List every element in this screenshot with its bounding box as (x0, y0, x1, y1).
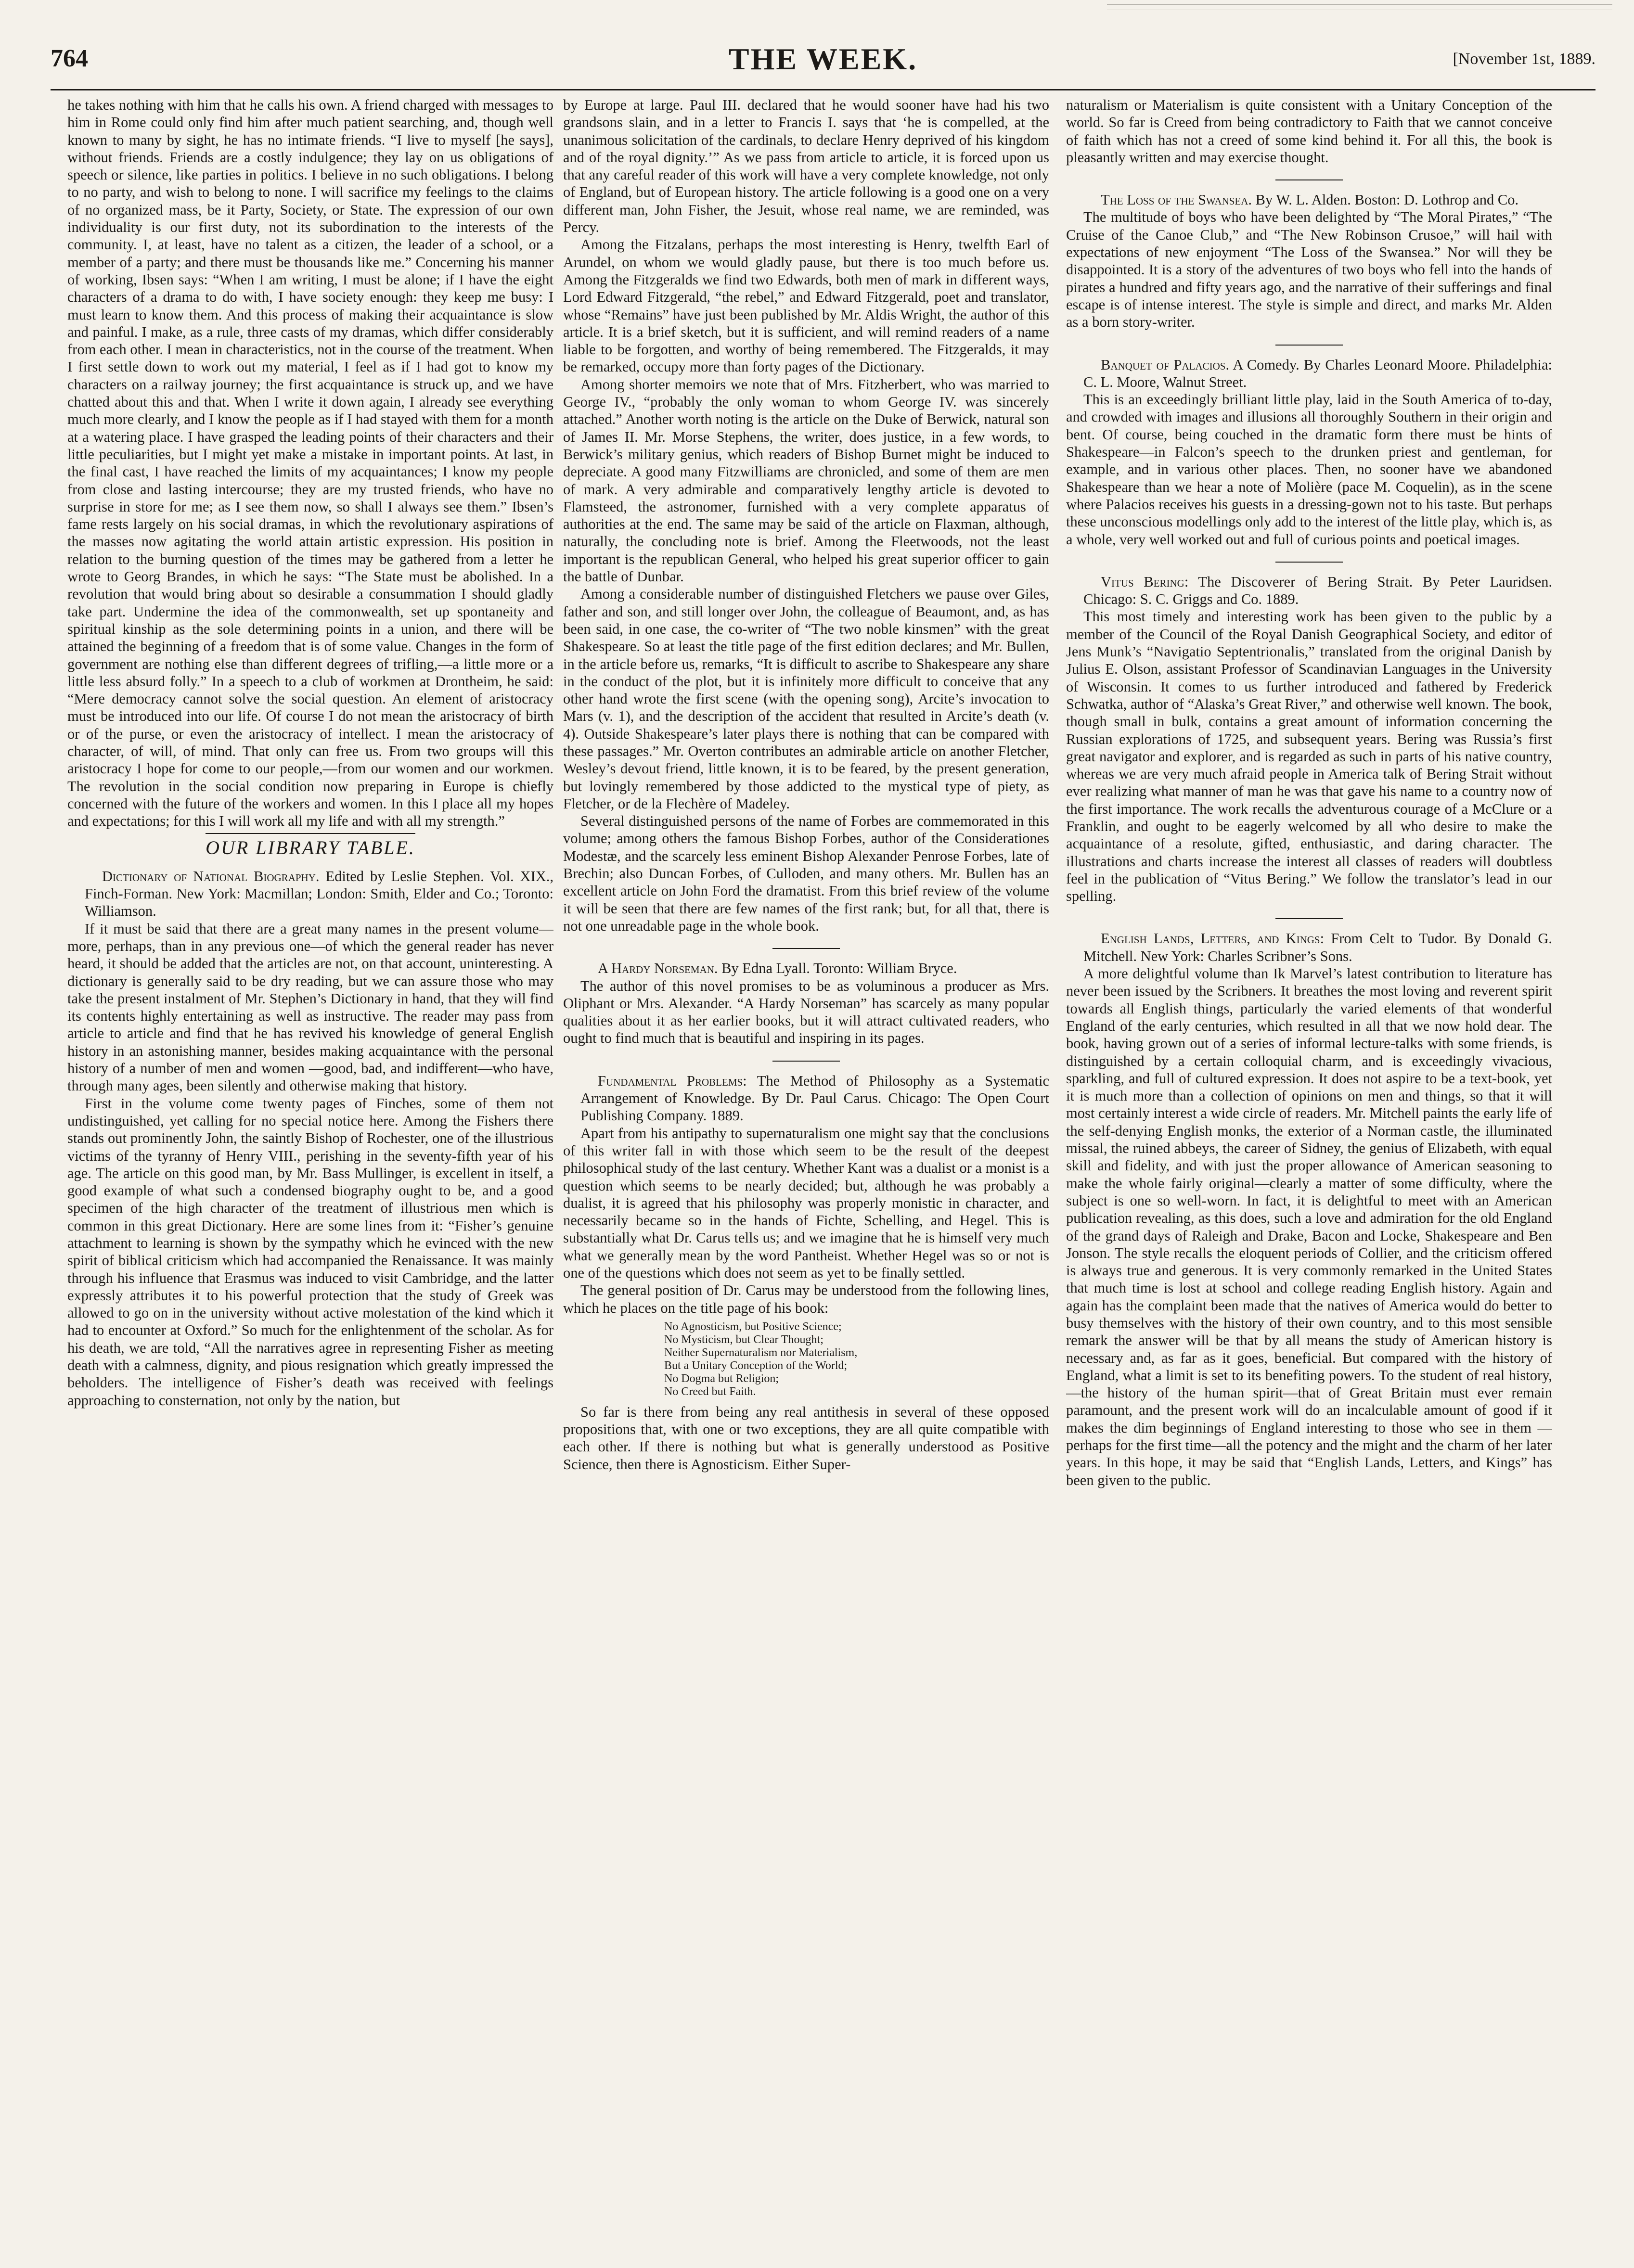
body-paragraph: First in the volume come twenty pages of Finches, some of them not undistinguished, yet calling for no special notice here. Among the Fishers there stands out prominently John, the saintly Bishop of Rochester, one of the illustrious victims of the tyranny of Henry VIII., perishing in the seventy-fifth year of his age. The article on this good man, by Mr. Bass Mullinger, is excellent in itself, a good example of what such a condensed biography ought to be, and a good specimen of the high character of the treatment of illustrious men which is common in this great Dictionary. Here are some lines from it: “Fisher’s genuine attachment to learning is shown by the sympathy which he evinced with the new spirit of biblical criticism which had accompanied the Renaissance. It was mainly through his influence that Erasmus was induced to visit Cambridge, and the latter expressly attributes it to his powerful protection that the study of Greek was allowed to go on in the university without active molestation of the kind which it had to encounter at Oxford.” So much for the enlightenment of the scholar. As for his death, we are told, “All the narratives agree in representing Fisher as meeting death with a calmness, dignity, and pious resignation which greatly impressed the beholders. The intelligence of Fisher’s death was received with feelings approaching to consternation, not only by the nation, but (67, 1095, 553, 1409)
ibsen-paragraph: he takes nothing with him that he calls his own. A friend charged with messages to him in Rome could only find him after much patient searching, and, though well known to many by sight, he has no intimate friends. “I live to myself [he says], without friends. Friends are a costly indulgence; they lay on us obligations of speech or silence, like parties in politics. I believe in no such obligations. I belong to no party, and wish to belong to none. I will sacrifice my feelings to the claims of no organized mass, be it Party, Society, or State. The expression of our own individuality is our first duty, not its subordination to the interests of the community. I, at least, have no talent as a citizen, the leader of a school, or a member of a party; and there must be thousands like me.” Concerning his manner of working, Ibsen says: “When I am writing, I must be alone; if I have the eight characters of a drama to do with, I have society enough: they keep me busy: I must learn to know them. And this process of making their acquaintance is slow and painful. I make, as a rule, three casts of my dramas, which differ considerably from each other. I mean in characteristics, not in the course of the treatment. When I first settle down to work out my material, I feel as if I had got to know my characters on a railway journey; the first acquaintance is struck up, and we have chatted about this and that. When I write it down again, I already see everything much more clearly, and I know the people as if I had stayed with them for a month at a watering place. I have grasped the leading points of their characters and their little peculiarities, but I might yet make a mistake in important points. At last, in the final cast, I have reached the limits of my acquaintances; I know my people from close and lasting intercourse; they are my trusted friends, who have no surprise in store for me; as I see them now, so shall I always see them.” Ibsen’s fame rests largely on his social dramas, in which the revolutionary aspirations of the masses now agitating the world attain artistic expression. His position in relation to the burning question of the times may be gathered from a letter he wrote to Georg Brandes, in which he says: “The State must be abolished. In a revolution that would bring about so desirable a consummation I should gladly take part. Undermine the idea of the commonwealth, set up spontaneity and spiritual kinship as the sole determining points in a union, and there will be attained the beginning of a freedom that is of some value. Changes in the form of government are nothing else than different degrees of trifling,—a little more or a little less absurd folly.” In a speech to a club of workmen at Drontheim, he said: “Mere democracy cannot solve the social question. An element of aristocracy must be introduced into our life. Of course I do not mean the aristocracy of birth or of the purse, or even the aristocracy of intellect. I mean the aristocracy of character, of will, of mind. That only can free us. From two groups will this aristocracy I hope for come to our people,—from our women and our workmen. The revolution in the social condition now preparing in Europe is chiefly concerned with the future of the workers and women. In this I place all my hopes and expectations; for this I will work all my life and with all my strength.” (67, 97, 553, 830)
header-rule (51, 89, 1595, 90)
body-paragraph: The general position of Dr. Carus may be understood from the following lines, which he places on the title page of his book: (563, 1282, 1049, 1316)
review-citation-fundamental-problems (563, 1072, 1049, 1125)
body-paragraph: This most timely and interesting work has been given to the public by a member of the Council of the Royal Danish Geographical Society, and editor of Jens Munk’s “Navigatio Septentrionalis,” translated from the original Danish by Julius E. Olson, assistant Professor of Scandinavian Languages in the University of Wisconsin. It comes to us further introduced and fathered by Frederick Schwatka, author of “Alaska’s Great River,” and otherwise well known. The book, though small in bulk, contains a great amount of information concerning the Russian explorations of 1725, and subsequent years. Bering was Russia’s first great navigator and explorer, and is regarded as such in parts of his native country, whereas we are very much afraid people in America talk of Bering Strait without ever realizing what manner of man he was that gave his name to a country now of the first importance. The work recalls the adventurous courage of a McClure or a Franklin, and ought to be eagerly welcomed by all who desire to make the acquaintance of a resolute, gifted, enthusiastic, and daring character. The illustrations and charts increase the interest all classes of readers will doubtless feel in the publication of “Vitus Bering.” We follow the translator’s lead in our spelling. (1066, 608, 1552, 905)
divider (772, 1061, 840, 1062)
review-title: The Loss of the Swansea. (1101, 192, 1252, 208)
review-title: Dictionary of National Biography. (102, 868, 320, 884)
review-title: Vitus Bering: (1101, 573, 1189, 590)
review-details: By W. L. Alden. Boston: D. Lothrop and Co. (1255, 192, 1519, 208)
review-title: Fundamental Problems: (598, 1072, 747, 1089)
review-details: The Discoverer of Bering Strait. By Peter Lauridsen. Chicago: S. C. Griggs and Co. 1889. (1083, 573, 1552, 608)
divider (1275, 918, 1343, 919)
body-paragraph: Among a considerable number of distinguished Fletchers we pause over Giles, father and son, and still longer over John, the colleague of Beaumont, and, as has been said, in one case, the co-writer of “The two noble kinsmen” with the great Shakespeare. So at least the title page of the first edition declares; and Mr. Bullen, in the article before us, remarks, “It is difficult to ascribe to Shakespeare any share in the conduct of the plot, but it is infinitely more difficult to conceive that any other hand wrote the first scene (with the opening song), Arcite’s invocation to Mars (v. 1), and the description of the accident that resulted in Arcite’s death (v. 4). Outside Shakespeare’s later plays there is nothing that can be compared with these passages.” Mr. Overton contributes an admirable article on another Fletcher, Wesley’s devout friend, little known, it is to be feared, by the present generation, but lovingly remembered by those addicted to the mystical type of piety, as Fletcher, or de la Flechère of Madeley. (563, 586, 1049, 812)
motto-line: Neither Supernaturalism nor Materialism, (664, 1346, 858, 1359)
title-page-motto (664, 1320, 1049, 1398)
review-citation-dnb (67, 868, 553, 920)
motto-line: No Mysticism, but Clear Thought; (664, 1333, 823, 1346)
divider (1275, 179, 1343, 180)
motto-line: But a Unitary Conception of the World; (664, 1359, 848, 1372)
body-paragraph: by Europe at large. Paul III. declared that he would sooner have had his two grandsons slain, and in a letter to Francis I. says that ‘he is compelled, at the unanimous solicitation of the cardinals, to declare Henry deprived of his kingdom and of the royal dignity.’” As we pass from article to article, it is forced upon us that any careful reader of this work will have a very complete knowledge, not only of England, but of European history. The article following is a good one on a very different man, John Fisher, the Jesuit, whose real name, we are reminded, was Percy. (563, 97, 1049, 236)
body-paragraph: naturalism or Materialism is quite consistent with a Unitary Conception of the world. So far is Creed from being contradictory to Faith that we cannot conceive of faith which has not a creed of some kind behind it. For all this, the book is pleasantly written and may exercise thought. (1066, 97, 1552, 166)
column-1 (67, 96, 553, 2242)
body-paragraph: The multitude of boys who have been delighted by “The Moral Pirates,” “The Cruise of the Canoe Club,” and “The New Robinson Crusoe,” will hail with expectations of new enjoyment “The Loss of the Swansea.” Nor will they be disappointed. It is a story of the adventures of two boys who fell into the hands of pirates a hundred and fifty years ago, and the narrative of their sufferings and final escape is of intense interest. The style is simple and direct, and marks Mr. Alden as a born story-writer. (1066, 209, 1552, 331)
masthead-title: THE WEEK. (728, 42, 918, 76)
body-paragraph: So far is there from being any real antithesis in several of these opposed propositions that, with one or two exceptions, they are all quite compatible with each other. If there is nothing but what is generally understood as Positive Science, then there is Agnosticism. Either Super- (563, 1403, 1049, 1473)
section-heading: OUR LIBRARY TABLE. (67, 839, 553, 857)
body-paragraph: If it must be said that there are a great many names in the present volume—more, perhaps, than in any previous one—of which the general reader has never heard, it should be added that the articles are not, on that account, uninteresting. A dictionary is generally said to be dry reading, but we can assure those who may take the present instalment of Mr. Stephen’s Dictionary in hand, that they will find its contents highly entertaining as well as instructive. The reader may pass from article to article and find that he has revived his knowledge of general English history in an astonishing manner, besides making acquaintance with the personal history of a number of men and women —good, bad, and indifferent—who have, through many ages, been silently and otherwise making that history. (67, 920, 553, 1094)
review-details: The Method of Philosophy as a Systematic Arrangement of Knowledge. By Dr. Paul Carus. Chicago: The Open Court Publishing Company. 1889. (580, 1072, 1049, 1124)
body-paragraph: Several distinguished persons of the name of Forbes are commemorated in this volume; among others the famous Bishop Forbes, author of the Considerationes Modestæ, and the scarcely less eminent Bishop Alexander Penrose Forbes, late of Brechin; also Duncan Forbes, of Culloden, and many others. Mr. Bullen has an excellent article on John Ford the dramatist. From this brief review of the volume it will be seen that there are few names of the first rank; but, for all that, there is not one unreadable page in the whole book. (563, 813, 1049, 934)
review-title: English Lands, Letters, and Kings: (1101, 930, 1325, 947)
page-number: 764 (51, 45, 88, 72)
top-border-line (1107, 4, 1612, 10)
motto-line: No Dogma but Religion; (664, 1372, 779, 1385)
page-header (51, 44, 1595, 92)
divider (772, 948, 840, 949)
review-citation-hardy-norseman (563, 960, 1049, 977)
column-3 (1066, 96, 1552, 2242)
review-title: A Hardy Norseman. (598, 960, 718, 977)
review-details: From Celt to Tudor. By Donald G. Mitchell. New York: Charles Scribner’s Sons. (1083, 930, 1552, 964)
divider (1275, 345, 1343, 346)
review-citation-palacios (1066, 356, 1552, 391)
body-paragraph: Apart from his antipathy to supernaturalism one might say that the conclusions of this writer fall in with those which seem to be the result of the deepest philosophical study of the last century. Whether Kant was a dualist or a monist is a question which seems to be nearly decided; but, although he was probably a dualist, it is agreed that his philosophy was properly monistic in character, and necessarily became so in the hands of Fichte, Schelling, and Hegel. This is substantially what Dr. Carus tells us; and we imagine that he is himself very much what we generally mean by the word Pantheist. Whether Hegel was so or not is one of the questions which does not seem as yet to be finally settled. (563, 1125, 1049, 1281)
review-citation-vitus-bering (1066, 573, 1552, 608)
motto-line: No Creed but Faith. (664, 1385, 756, 1398)
review-title: Banquet of Palacios. (1101, 356, 1230, 373)
body-paragraph: Among shorter memoirs we note that of Mrs. Fitzherbert, who was married to George IV., “probably the only woman to whom George IV. was sincerely attached.” Another worth noting is the article on the Duke of Berwick, natural son of James II. Mr. Morse Stephens, the writer, does justice, in a few words, to Berwick’s military genius, which readers of Bishop Burnet might be induced to depreciate. A good many Fitzwilliams are chronicled, and some of them are men of mark. A very admirable and comparatively lengthy article is devoted to Flamsteed, the astronomer, furnished with a very complete apparatus of authorities at the end. The same may be said of the article on Flaxman, although, naturally, the concluding note is brief. Among the Fleetwoods, not the least important is the republican General, who helped his great superior officer to gain the battle of Dunbar. (563, 376, 1049, 585)
body-paragraph: A more delightful volume than Ik Marvel’s latest contribution to literature has never been issued by the Scribners. It breathes the most loving and reverent spirit towards all English things, particularly the varied elements of that wonderful England of the early centuries, which resulted in all that we now hold dear. The book, having grown out of a series of informal lecture-talks with some friends, is distinguished by a certain colloquial charm, and is exceedingly vivacious, sparkling, and full of cultured expression. It does not aspire to be a text-book, yet it is much more than a collection of opinions on men and things, so that it will most certainly interest a wide circle of readers. Mr. Mitchell paints the early life of the self-denying English monks, the exterior of a Norman castle, the illuminated missal, the ruined abbeys, the career of Sidney, the genius of Elizabeth, with equal skill and fidelity, and with just the proper allowance of American seasoning to make the whole fairly original—clearly a matter of some difficulty, where the subject is one so well-worn. In fact, it is delightful to meet with an American publication revealing, as this does, such a love and admiration for the old England of the grand days of Raleigh and Drake, Bacon and Locke, Shakespeare and Ben Jonson. The style recalls the eloquent periods of Collier, and the criticism offered is always true and generous. It is very commonly remarked in the United States that much time is lost at school and college reading English history. Again and again has the complaint been made that the natives of America would do better to busy themselves with the history of their own country, and to this most sensible remark the answer will be that by all means the study of American history is necessary and, as far as it goes, beneficial. But compared with the history of England, what a limit is set to its benefiting powers. To the student of real history, —the history of the human spirit—that of Great Britain must ever remain paramount, and the present work will do an incalculable amount of good if it makes the dim beginnings of England interesting to those who see in them —perhaps for the first time—all the potency and the might and the charm of her later years. In this hope, it may be said that “English Lands, Letters, and Kings” has been given to the public. (1066, 965, 1552, 1488)
review-details: Edited by Leslie Stephen. Vol. XIX., Finch-Forman. New York: Macmillan; London: Smith, Elder and Co.; Toronto: Williamson. (85, 868, 553, 920)
motto-line: No Agnosticism, but Positive Science; (664, 1320, 842, 1333)
body-paragraph: Among the Fitzalans, perhaps the most interesting is Henry, twelfth Earl of Arundel, on whom we would gladly pause, but there is too much before us. Among the Fitzgeralds we find two Edwards, both men of mark in different ways, Lord Edward Fitzgerald, “the rebel,” and Edward Fitzgerald, poet and translator, whose “Remains” have just been published by Mr. Aldis Wright, the author of this article. It is a brief sketch, but it is sufficient, and will remind readers of a name liable to be forgotten, and worthy of being remembered. The Fitzgeralds, it may be remarked, occupy more than forty pages of the Dictionary. (563, 236, 1049, 375)
review-citation-swansea (1066, 191, 1552, 208)
issue-date: [November 1st, 1889. (1453, 50, 1595, 68)
review-details: A Comedy. By Charles Leonard Moore. Philadelphia: C. L. Moore, Walnut Street. (1083, 356, 1552, 390)
review-citation-english-lands (1066, 930, 1552, 965)
body-paragraph: This is an exceedingly brilliant little play, laid in the South America of to-day, and crowded with images and illusions all thoroughly Southern in their origin and bent. Of course, being couched in the dramatic form there must be hints of Shakespeare—in Falcon’s speech to the drunken priest and gentleman, for example, and in various other places. Then, no sooner have we abandoned Shakespeare than we hear a note of Molière (pace M. Coquelin), as in the scene where Palacios receives his guests in a dressing-gown not to his taste. But perhaps these unconscious modellings only add to the interest of the little play, which is, as a whole, very well worked out and full of curious points and poetical images. (1066, 391, 1552, 548)
divider (1275, 562, 1343, 563)
body-paragraph: The author of this novel promises to be as voluminous a producer as Mrs. Oliphant or Mrs. Alexander. “A Hardy Norseman” has scarcely as many popular qualities about it as her earlier books, but it will attract cultivated readers, who ought to find much that is beautiful and inspiring in its pages. (563, 977, 1049, 1047)
review-details: By Edna Lyall. Toronto: William Bryce. (721, 960, 957, 977)
column-2 (563, 96, 1049, 2242)
